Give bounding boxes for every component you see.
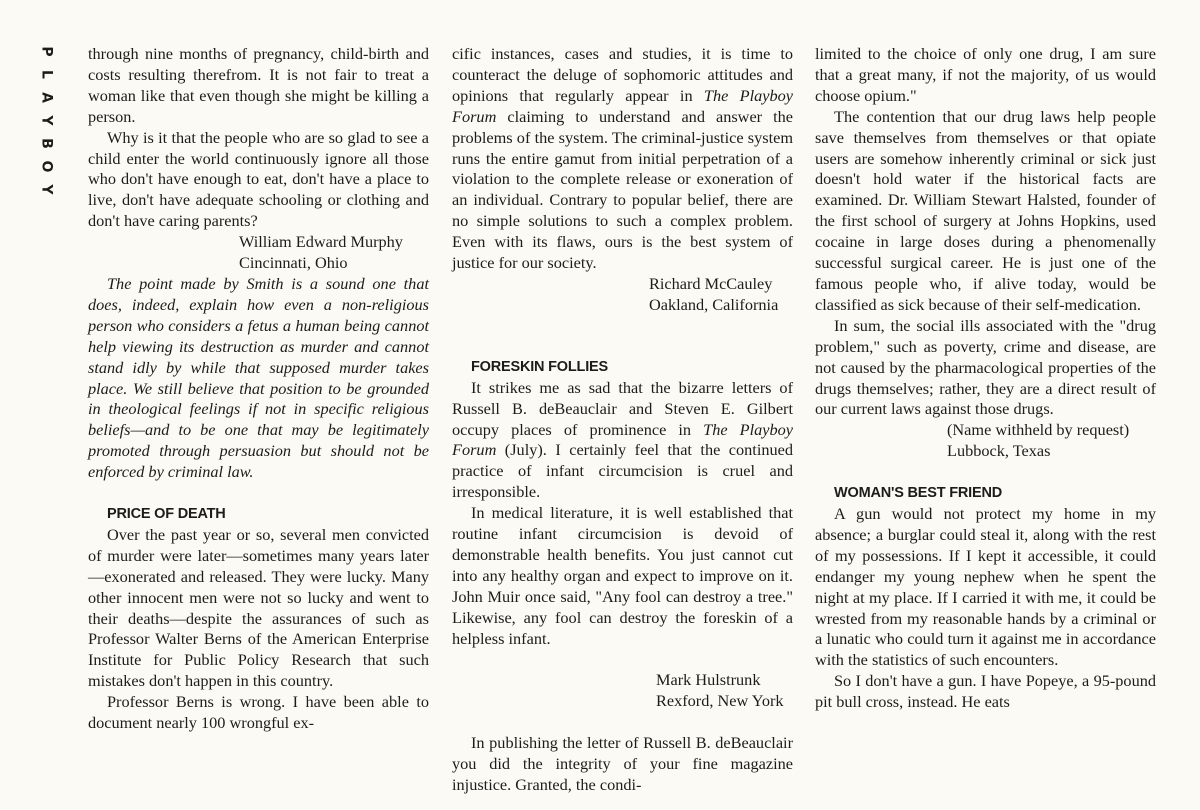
logo-letter: L <box>38 70 55 79</box>
letter-paragraph: So I don't have a gun. I have Popeye, a 95-pound pit bull cross, instead. He eats <box>815 671 1156 712</box>
letter-paragraph: Why is it that the people who are so glad to see a child enter the world continuously ignore all those who don't have enough to eat, don't have a place to live, don't have adequate schooling or clothing and don't have caring parents? <box>88 127 429 231</box>
signature-name: Mark Hulstrunk <box>656 670 761 690</box>
signature-place: Lubbock, Texas <box>947 441 1051 461</box>
signature-place: Cincinnati, Ohio <box>239 253 348 273</box>
text-run: cific instances, cases and studies, it is time to counteract the deluge of sophomoric attitudes and opinions that regularly appear in <box>452 44 793 105</box>
section-heading: PRICE OF DEATH <box>107 506 226 523</box>
playboy-side-logo <box>36 40 56 201</box>
letter-paragraph <box>452 378 793 503</box>
editor-reply: The point made by Smith is a sound one that does, indeed, explain how even a non-religious person who considers a fetus a human being cannot help viewing its destruction as murder and cannot stand idly by while that supposed murder takes place. We still believe that position to be grounded in theological feelings if not in specific religious beliefs—and to be one that may be legitimately promoted through persuasion but should not be enforced by criminal law. <box>88 273 429 482</box>
signature-place: Rexford, New York <box>656 691 784 711</box>
column-right <box>815 44 1156 713</box>
letter-paragraph: The contention that our drug laws help people save themselves from themselves or that opiate users are somehow inherently criminal or sick just doesn't hold water if the historical facts are examined. Dr. William Stewart Halsted, founder of the first school of surgery at Johns Hopkins, used cocaine in large doses during a phenomenally successful surgical career. He is just one of the famous people who, if alive today, would be classified as sick because of their self-medication. <box>815 106 1156 314</box>
signature-name: William Edward Murphy <box>239 232 403 252</box>
letter-paragraph: limited to the choice of only one drug, I am sure that a great many, if not the majority, of us would choose opium." <box>815 44 1156 105</box>
letter-paragraph: through nine months of pregnancy, child-birth and costs resulting therefrom. It is not fair to treat a woman like that even though she might be killing a person. <box>88 44 429 126</box>
signature-name: Richard McCauley <box>649 273 773 293</box>
logo-letter: O <box>38 160 55 173</box>
publication-title: The Playboy Forum <box>452 85 793 126</box>
logo-letter: A <box>38 92 55 103</box>
letter-paragraph: In sum, the social ills associated with the "drug problem," such as poverty, crime and disease, are not caused by the pharmacological properties of the drugs themselves; rather, they are a direct result of our current laws against those drugs. <box>815 315 1156 419</box>
section-heading: WOMAN'S BEST FRIEND <box>834 485 1003 502</box>
letter-paragraph <box>452 44 793 274</box>
logo-letter: Y <box>38 115 55 126</box>
signature-name: (Name withheld by request) <box>947 420 1130 440</box>
logo-letter: B <box>38 138 55 149</box>
letter-paragraph: A gun would not protect my home in my absence; a burglar could steal it, along with the rest of my possessions. If I kept it accessible, it could endanger my young nephew when he spent the night at my place. If I carried it with me, it could be wrested from my reasonable hands by a criminal or a lunatic who could turn it against me in accordance with the statistics of such encounters. <box>815 504 1156 670</box>
letter-paragraph: In publishing the letter of Russell B. deBeauclair you did the integrity of your fine magazine injustice. Granted, the condi- <box>452 733 793 795</box>
text-run: claiming to understand and answer the problems of the system. The criminal-justice system runs the entire gamut from initial perpetration of a violation to the complete release or exoneration of an individual. Contrary to popular belief, there are no simple solutions to such a complex problem. Even with its flaws, ours is the best system of justice for our society. <box>452 106 793 273</box>
publication-title: The Playboy Forum <box>452 419 793 460</box>
column-left <box>88 44 429 734</box>
column-middle <box>452 44 793 796</box>
logo-letter: P <box>38 46 55 57</box>
letter-paragraph: Professor Berns is wrong. I have been able to document nearly 100 wrongful ex- <box>88 692 429 733</box>
logo-letter: Y <box>38 184 55 195</box>
letter-paragraph: Over the past year or so, several men convicted of murder were later—sometimes many years later—exonerated and released. They were lucky. Many other innocent men were not so lucky and went to their deaths—despite the assurances of such as Professor Walter Berns of the American Enterprise Institute for Public Policy Research that such mistakes don't happen in this country. <box>88 524 429 691</box>
text-run: (July). I certainly feel that the continued practice of infant circumcision is cruel and irresponsible. <box>452 440 793 502</box>
letter-paragraph: In medical literature, it is well established that routine infant circumcision is devoid of demonstrable health benefits. You just cannot cut into any healthy organ and expect to improve on it. John Muir once said, "Any fool can destroy a tree." Likewise, any fool can destroy the foreskin of a helpless infant. <box>452 503 793 648</box>
section-heading: FORESKIN FOLLIES <box>471 358 608 375</box>
text-run: It strikes me as sad that the bizarre letters of Russell B. deBeauclair and Steven E. Gilbert occupy places of prominence in <box>452 377 793 439</box>
signature-place: Oakland, California <box>649 294 779 314</box>
